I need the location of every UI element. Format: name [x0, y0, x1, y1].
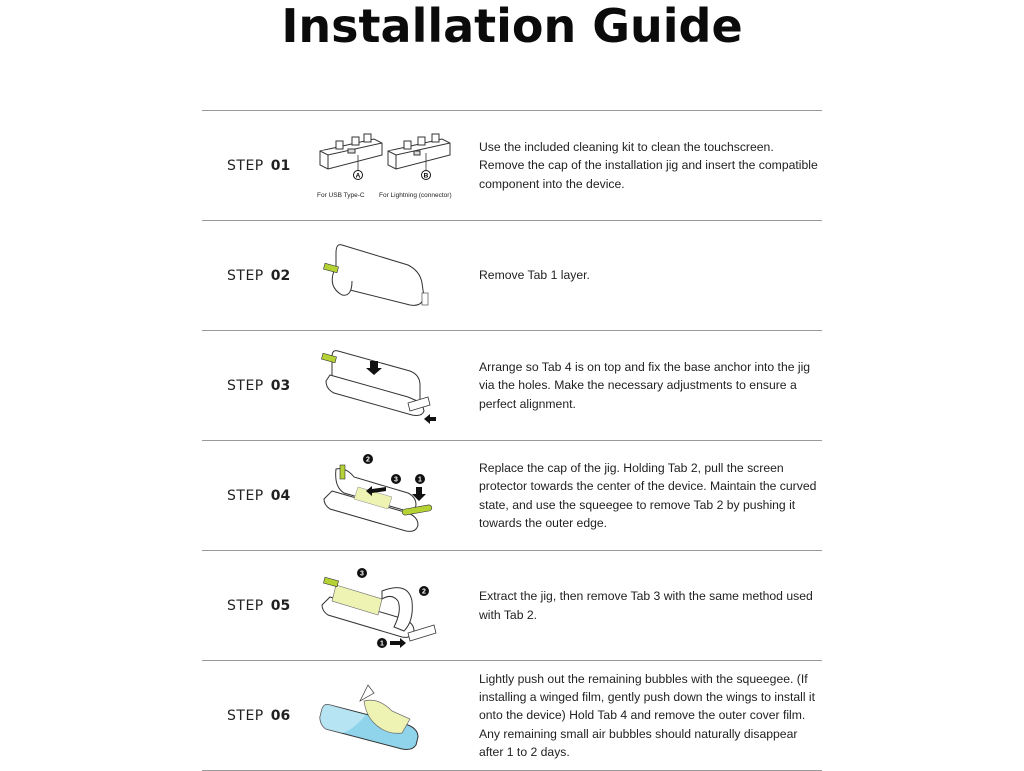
tab-2	[340, 465, 345, 479]
step-row	[202, 550, 822, 660]
anchor-tab	[422, 293, 428, 305]
step-row	[202, 220, 822, 330]
step-word: STEP	[227, 707, 264, 724]
jig-a-icon	[320, 134, 382, 169]
step-description: Arrange so Tab 4 is on top and fix the base anchor into the jig via the holes. Make the necessary adjustments to ensure a perfect alignment.	[479, 360, 811, 411]
marker-1-label: 1	[380, 640, 384, 648]
step-number: 04	[270, 487, 291, 504]
step-row	[202, 660, 822, 771]
left-arrow-icon	[424, 414, 436, 424]
marker-3-label: 3	[360, 570, 364, 578]
step-label	[227, 221, 290, 330]
step-number: 01	[270, 157, 291, 174]
jig-b-icon	[388, 134, 450, 169]
finish-cover-film-illustration	[312, 671, 472, 761]
step-number: 03	[270, 377, 291, 394]
step-row	[202, 110, 822, 220]
step-word: STEP	[227, 267, 264, 284]
film-sheet	[336, 245, 424, 306]
step-word: STEP	[227, 377, 264, 394]
right-arrow-icon	[390, 638, 406, 648]
page-title: Installation Guide	[281, 0, 743, 53]
marker-2-label: 2	[422, 588, 426, 596]
installation-steps	[202, 110, 822, 771]
remove-tab-3-illustration	[312, 561, 472, 651]
step-row	[202, 440, 822, 550]
step-word: STEP	[227, 487, 264, 504]
step-label	[227, 331, 290, 440]
step-word: STEP	[227, 157, 264, 174]
badge-a-label: A	[355, 172, 361, 180]
step-word: STEP	[227, 597, 264, 614]
jig-components-illustration	[312, 121, 472, 211]
step-label	[227, 441, 290, 550]
step-label	[227, 661, 290, 770]
step-number: 05	[270, 597, 291, 614]
tab-4	[360, 685, 374, 701]
step-description: Lightly push out the remaining bubbles with the squeegee. (If installing a winged film, gently push down the wings to install it onto the device) Hold Tab 4 and remove the outer cover film. Any remaining small air bubbles should naturally disappear after 1 to 2 days.	[479, 671, 816, 759]
marker-3-label: 3	[394, 476, 398, 484]
step-label	[227, 551, 290, 660]
step-label	[227, 111, 290, 220]
tab-3	[323, 577, 338, 586]
step-row	[202, 330, 822, 440]
align-jig-illustration	[312, 341, 472, 431]
step-description: Use the included cleaning kit to clean the touchscreen. Remove the cap of the installation jig and insert the compatible component into the device.	[479, 140, 818, 191]
caption-usb-type-c: For USB Type-C	[317, 192, 365, 199]
squeegee-tab-2-illustration	[312, 451, 472, 541]
step-number: 06	[270, 707, 291, 724]
caption-lightning: For Lightning (connector)	[379, 192, 452, 199]
step-description: Replace the cap of the jig. Holding Tab 2, pull the screen protector towards the center of the device. Maintain the curved state, and use the squeegee to remove Tab 2 by pushing it towards the outer edge.	[479, 461, 817, 530]
step-description: Remove Tab 1 layer.	[479, 268, 590, 283]
remove-tab-1-illustration	[312, 231, 472, 321]
marker-1-label: 1	[418, 476, 422, 484]
marker-2-label: 2	[366, 456, 370, 464]
step-number: 02	[270, 267, 291, 284]
badge-b-label: B	[423, 172, 429, 180]
step-description: Extract the jig, then remove Tab 3 with the same method used with Tab 2.	[479, 589, 813, 622]
